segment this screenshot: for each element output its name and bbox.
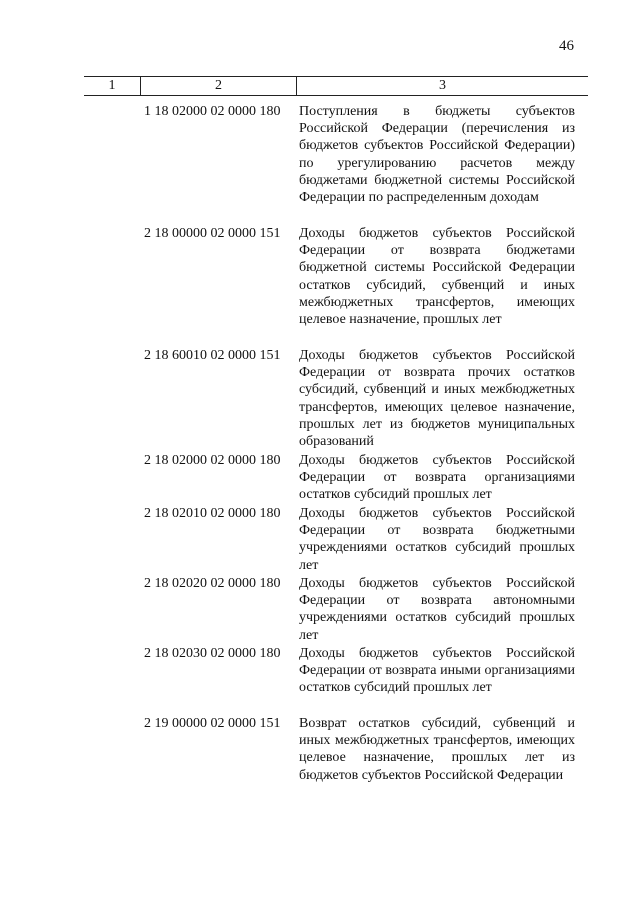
row-description: Доходы бюджетов субъектов Российской Федерации от возврата бюджетами бюджетной системы Российской Федерации остатков субсидий, субвенций и иных межбюджетных трансфертов, имеющих целевое назначение, прошлых лет <box>299 226 575 328</box>
table-row <box>84 715 588 803</box>
table-header <box>84 76 588 96</box>
table-row <box>84 645 588 715</box>
row-code: 2 18 02000 02 0000 180 <box>144 453 281 468</box>
table-row <box>84 575 588 645</box>
table-row <box>84 103 588 225</box>
row-description: Доходы бюджетов субъектов Российской Федерации от возврата организациями остатков субсидий прошлых лет <box>299 453 575 503</box>
row-description: Доходы бюджетов субъектов Российской Федерации от возврата бюджетными учреждениями остатков субсидий прошлых лет <box>299 506 575 573</box>
row-description: Доходы бюджетов субъектов Российской Федерации от возврата иными организациями остатков субсидий прошлых лет <box>299 646 575 696</box>
row-code: 2 18 02020 02 0000 180 <box>144 576 281 591</box>
row-code: 2 18 02010 02 0000 180 <box>144 506 281 521</box>
table-row <box>84 452 588 505</box>
row-description: Доходы бюджетов субъектов Российской Федерации от возврата автономными учреждениями остатков субсидий прошлых лет <box>299 576 575 643</box>
table-row <box>84 225 588 347</box>
column-header-1: 1 <box>84 77 141 95</box>
row-description: Возврат остатков субсидий, субвенций и иных межбюджетных трансфертов, имеющих целевое назначение, прошлых лет из бюджетов субъектов Российской Федерации <box>299 716 575 783</box>
row-code: 2 18 02030 02 0000 180 <box>144 646 281 661</box>
table-row <box>84 505 588 575</box>
row-code: 1 18 02000 02 0000 180 <box>144 104 281 119</box>
row-code: 2 19 00000 02 0000 151 <box>144 716 281 731</box>
row-code: 2 18 00000 02 0000 151 <box>144 226 281 241</box>
row-description: Поступления в бюджеты субъектов Российской Федерации (перечисления из бюджетов субъектов Российской Федерации) по урегулированию расчетов между бюджетами бюджетной системы Российской Федерации по распределенным доходам <box>299 104 575 206</box>
table-body <box>84 103 588 803</box>
row-description: Доходы бюджетов субъектов Российской Федерации от возврата прочих остатков субсидий, субвенций и иных межбюджетных трансфертов, имеющих целевое назначение, прошлых лет из бюджетов муниципальных образований <box>299 348 575 450</box>
column-header-2: 2 <box>141 77 297 95</box>
column-header-3: 3 <box>439 78 446 93</box>
page-number: 46 <box>559 38 574 54</box>
table-row <box>84 347 588 452</box>
row-code: 2 18 60010 02 0000 151 <box>144 348 281 363</box>
